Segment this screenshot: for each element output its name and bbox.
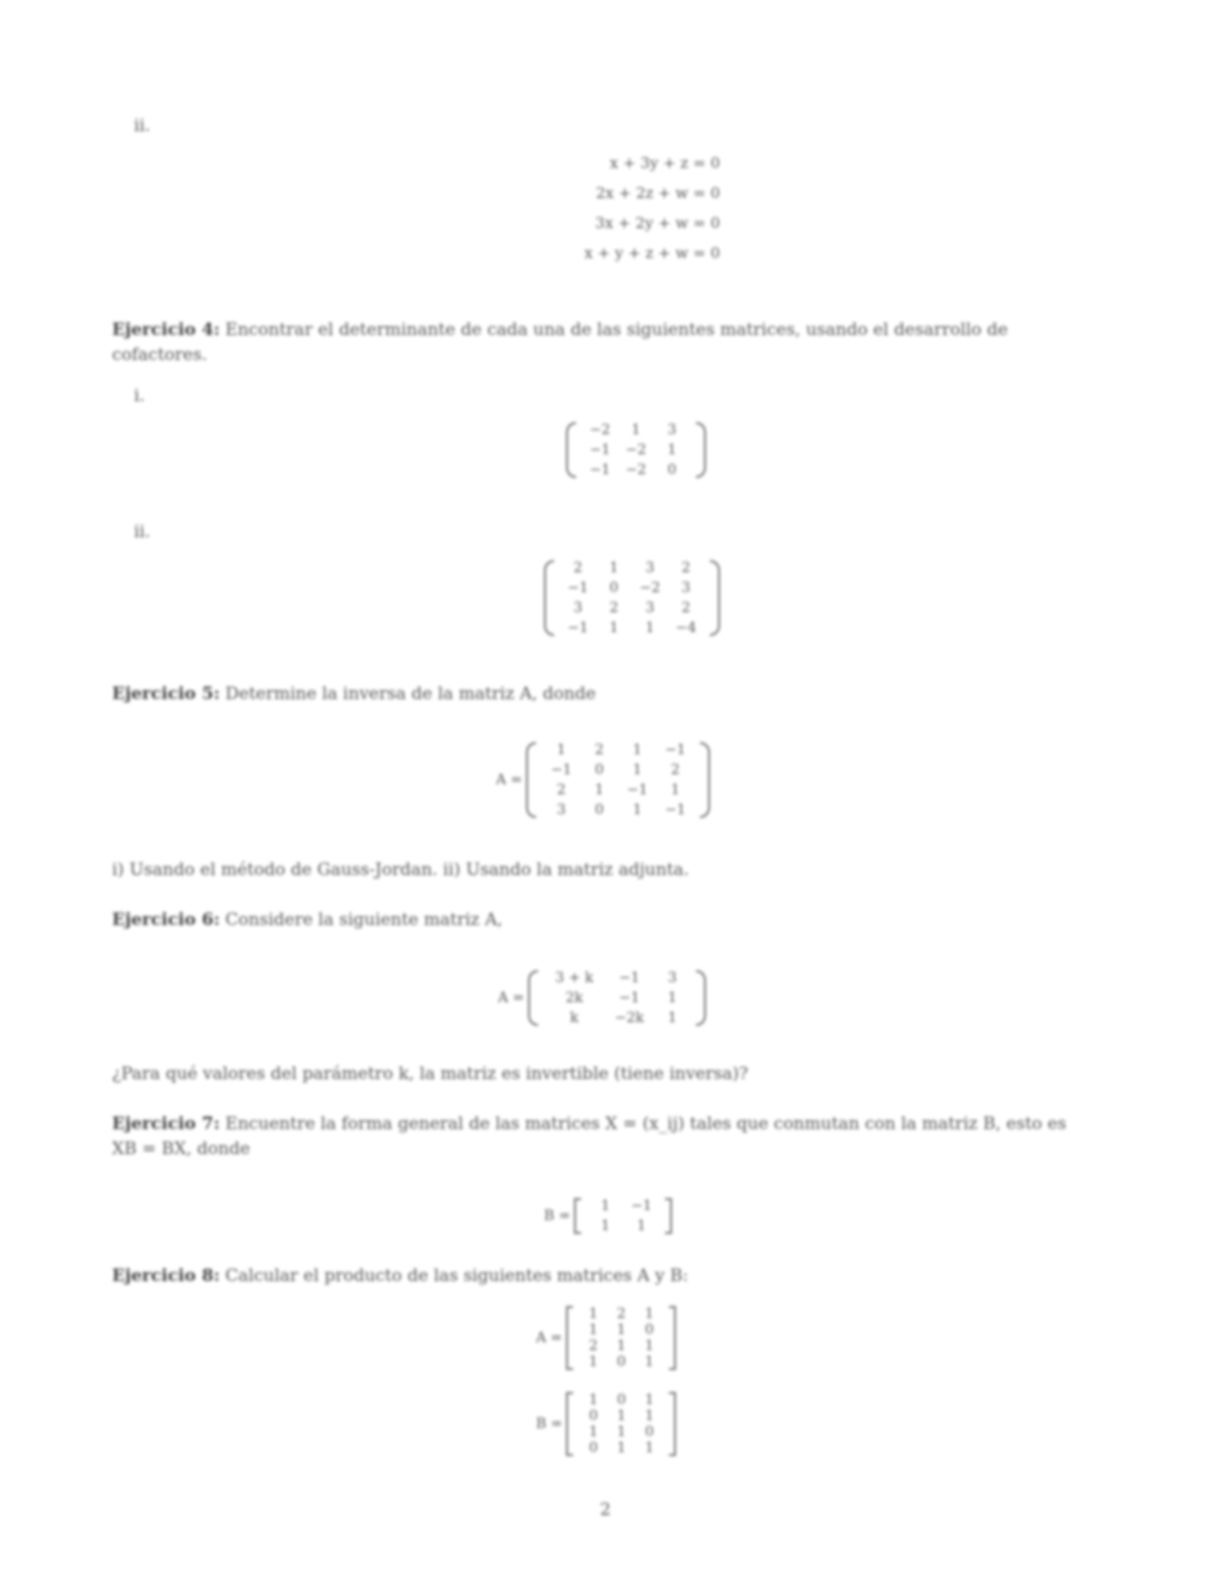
exercise-4-matrix-i-cell: −1 bbox=[589, 462, 611, 478]
exercise-6-matrix-label: A = bbox=[498, 990, 525, 1006]
exercise-8-text: Calcular el producto de las siguientes matrices A y B: bbox=[225, 1266, 689, 1286]
exercise-4-heading: Ejercicio 4: bbox=[112, 320, 220, 340]
exercise-4-item-i-label: i. bbox=[134, 386, 145, 406]
exercise-4-matrix-i-cell: −2 bbox=[625, 442, 647, 458]
exercise-5-matrix-label: A = bbox=[496, 772, 523, 788]
exercise-6-matrix-cell: 3 + k bbox=[555, 970, 594, 986]
exercise-5-matrix-cell: −1 bbox=[550, 762, 572, 778]
exercise-7-matrix-cell: 1 bbox=[601, 1198, 610, 1214]
exercise-4-matrix-ii-cell: 3 bbox=[573, 600, 583, 616]
exercise-8-heading: Ejercicio 8: bbox=[112, 1266, 220, 1286]
exercise-8-matrix-a-cell: 2 bbox=[616, 1306, 626, 1322]
exercise-5-note: i) Usando el método de Gauss-Jordan. ii) Usando la matriz adjunta. bbox=[112, 860, 690, 880]
exercise-4-matrix-ii-cell: −4 bbox=[675, 620, 697, 636]
exercise-8-matrix-a-cell: 0 bbox=[644, 1322, 654, 1338]
exercise-8-matrix-b-cell: 0 bbox=[617, 1392, 626, 1408]
equation-line-1: x + 3y + z = 0 bbox=[609, 154, 720, 172]
exercise-5-matrix-cell: 1 bbox=[670, 782, 680, 798]
exercise-4-matrix-i-cell: 0 bbox=[667, 462, 677, 478]
exercise-8-matrix-b-cell: 0 bbox=[645, 1424, 654, 1440]
exercise-6-matrix-cell: −2k bbox=[614, 1010, 644, 1026]
exercise-8-matrix-a-cell: 1 bbox=[588, 1322, 598, 1338]
exercise-7-heading: Ejercicio 7: bbox=[112, 1114, 220, 1134]
exercise-5-matrix-cell: 1 bbox=[632, 762, 642, 778]
exercise-8-matrix-a-label: A = bbox=[536, 1330, 563, 1346]
exercise-5-matrix-cell: 1 bbox=[556, 742, 566, 758]
exercise-5-statement bbox=[112, 682, 1087, 707]
exercise-8-matrix-a-cell: 0 bbox=[616, 1354, 626, 1370]
exercise-4-matrix-ii-cell: 2 bbox=[573, 560, 583, 576]
exercise-8-matrix-a-cell: 1 bbox=[588, 1354, 598, 1370]
exercise-8-matrix-a-cell: 1 bbox=[616, 1338, 626, 1354]
exercise-7-matrix-cell: 1 bbox=[601, 1218, 610, 1234]
exercise-4-matrix-i-cell: −1 bbox=[589, 442, 611, 458]
exercise-8-matrix-a-cell: 1 bbox=[588, 1306, 598, 1322]
exercise-4-matrix-ii-cell: −1 bbox=[567, 580, 589, 596]
exercise-8-matrix-a-cell: 1 bbox=[644, 1338, 654, 1354]
exercise-8-matrix-b bbox=[536, 1392, 676, 1456]
exercise-8-matrix-b-cell: 0 bbox=[589, 1408, 598, 1424]
exercise-4-matrix-ii-cell: 2 bbox=[681, 560, 691, 576]
exercise-4-matrix-i-cell: −2 bbox=[589, 422, 611, 438]
exercise-8-matrix-b-cell: 1 bbox=[617, 1424, 626, 1440]
exercise-4-matrix-i bbox=[566, 422, 706, 478]
exercise-8-matrix-a-cell: 2 bbox=[588, 1338, 598, 1354]
exercise-8-statement bbox=[112, 1264, 1087, 1289]
exercise-4-matrix-i-cell: −2 bbox=[625, 462, 647, 478]
exercise-8-matrix-b-label: B = bbox=[536, 1416, 563, 1432]
exercise-8-matrix-b-cell: 1 bbox=[645, 1440, 654, 1456]
exercise-5-matrix-cell: −1 bbox=[664, 802, 686, 818]
exercise-5-matrix-cell: 1 bbox=[594, 782, 604, 798]
exercise-8-matrix-a-cell: 1 bbox=[644, 1306, 654, 1322]
exercise-7-matrix-cell: 1 bbox=[637, 1218, 646, 1234]
exercise-4-matrix-ii-cell: 3 bbox=[645, 600, 655, 616]
exercise-6-question: ¿Para qué valores del parámetro k, la matriz es invertible (tiene inversa)? bbox=[112, 1064, 749, 1084]
exercise-6-matrix-cell: −1 bbox=[618, 990, 640, 1006]
exercise-4-item-ii-label: ii. bbox=[134, 522, 151, 542]
exercise-4-matrix-ii-cell: 3 bbox=[645, 560, 655, 576]
exercise-7-text: Encuentre la forma general de las matrices X = (x_ij) tales que conmutan con la matriz B, esto es XB = BX, donde bbox=[112, 1114, 1067, 1159]
exercise-6-statement bbox=[112, 908, 1087, 933]
exercise-5-matrix-cell: −1 bbox=[664, 742, 686, 758]
exercise-4-matrix-ii-cell: −2 bbox=[639, 580, 661, 596]
exercise-4-matrix-ii-cell: −1 bbox=[567, 620, 589, 636]
exercise-6-heading: Ejercicio 6: bbox=[112, 910, 220, 930]
exercise-4-matrix-i-cell: 1 bbox=[631, 422, 641, 438]
exercise-4-matrix-ii bbox=[544, 560, 720, 636]
exercise-4-matrix-ii-cell: 1 bbox=[609, 560, 619, 576]
exercise-8-matrix-b-cell: 0 bbox=[589, 1440, 598, 1456]
exercise-5-matrix-cell: 0 bbox=[594, 802, 604, 818]
exercise-4-matrix-ii-cell: 1 bbox=[645, 620, 655, 636]
exercise-5-matrix bbox=[496, 742, 710, 818]
exercise-8-matrix-b-cell: 1 bbox=[617, 1440, 626, 1456]
exercise-8-matrix-a bbox=[536, 1306, 676, 1370]
exercise-8-matrix-b-cell: 1 bbox=[617, 1408, 626, 1424]
exercise-5-matrix-cell: 2 bbox=[594, 742, 604, 758]
exercise-6-text: Considere la siguiente matriz A, bbox=[225, 910, 503, 930]
exercise-5-matrix-cell: 1 bbox=[632, 742, 642, 758]
exercise-5-matrix-cell: 2 bbox=[556, 782, 566, 798]
exercise-6-matrix bbox=[498, 970, 706, 1026]
exercise-4-matrix-ii-cell: 2 bbox=[609, 600, 619, 616]
exercise-5-matrix-cell: 2 bbox=[670, 762, 680, 778]
exercise-4-matrix-ii-cell: 3 bbox=[681, 580, 691, 596]
exercise-4-matrix-i-cell: 3 bbox=[667, 422, 677, 438]
exercise-6-matrix-cell: 3 bbox=[667, 970, 677, 986]
exercise-4-matrix-ii-cell: 1 bbox=[609, 620, 619, 636]
page-number: 2 bbox=[600, 1500, 611, 1520]
exercise-7-matrix bbox=[544, 1198, 672, 1234]
exercise-5-matrix-cell: 1 bbox=[632, 802, 642, 818]
exercise-8-matrix-b-cell: 1 bbox=[589, 1392, 598, 1408]
exercise-5-matrix-cell: −1 bbox=[626, 782, 648, 798]
equation-line-4: x + y + z + w = 0 bbox=[584, 244, 720, 262]
exercise-8-matrix-b-cell: 1 bbox=[645, 1408, 654, 1424]
exercise-8-matrix-b-cell: 1 bbox=[645, 1392, 654, 1408]
exercise-6-matrix-cell: −1 bbox=[618, 970, 640, 986]
exercise-4-matrix-ii-cell: 2 bbox=[681, 600, 691, 616]
equation-line-2: 2x + 2z + w = 0 bbox=[595, 184, 720, 202]
exercise-6-matrix-cell: k bbox=[570, 1010, 579, 1026]
exercise-7-matrix-label: B = bbox=[544, 1208, 571, 1224]
exercise-7-matrix-cell: −1 bbox=[631, 1198, 652, 1214]
exercise-5-text: Determine la inversa de la matriz A, donde bbox=[225, 684, 596, 704]
equation-line-3: 3x + 2y + w = 0 bbox=[595, 214, 720, 232]
exercise-5-matrix-cell: 0 bbox=[594, 762, 604, 778]
exercise-4-text: Encontrar el determinante de cada una de las siguientes matrices, usando el desarrollo de cofactores. bbox=[112, 320, 1008, 365]
exercise-5-matrix-cell: 3 bbox=[556, 802, 566, 818]
exercise-6-matrix-cell: 2k bbox=[565, 990, 583, 1006]
exercise-7-statement bbox=[112, 1112, 1087, 1162]
exercise-4-statement bbox=[112, 318, 1087, 368]
equation-system bbox=[520, 148, 720, 268]
exercise-6-matrix-cell: 1 bbox=[667, 990, 677, 1006]
exercise-6-matrix-cell: 1 bbox=[667, 1010, 677, 1026]
exercise-5-heading: Ejercicio 5: bbox=[112, 684, 220, 704]
exercise-4-matrix-i-cell: 1 bbox=[667, 442, 677, 458]
item-ii-label: ii. bbox=[134, 116, 151, 136]
exercise-8-matrix-a-cell: 1 bbox=[616, 1322, 626, 1338]
exercise-4-matrix-ii-cell: 0 bbox=[609, 580, 619, 596]
exercise-8-matrix-b-cell: 1 bbox=[589, 1424, 598, 1440]
exercise-8-matrix-a-cell: 1 bbox=[644, 1354, 654, 1370]
